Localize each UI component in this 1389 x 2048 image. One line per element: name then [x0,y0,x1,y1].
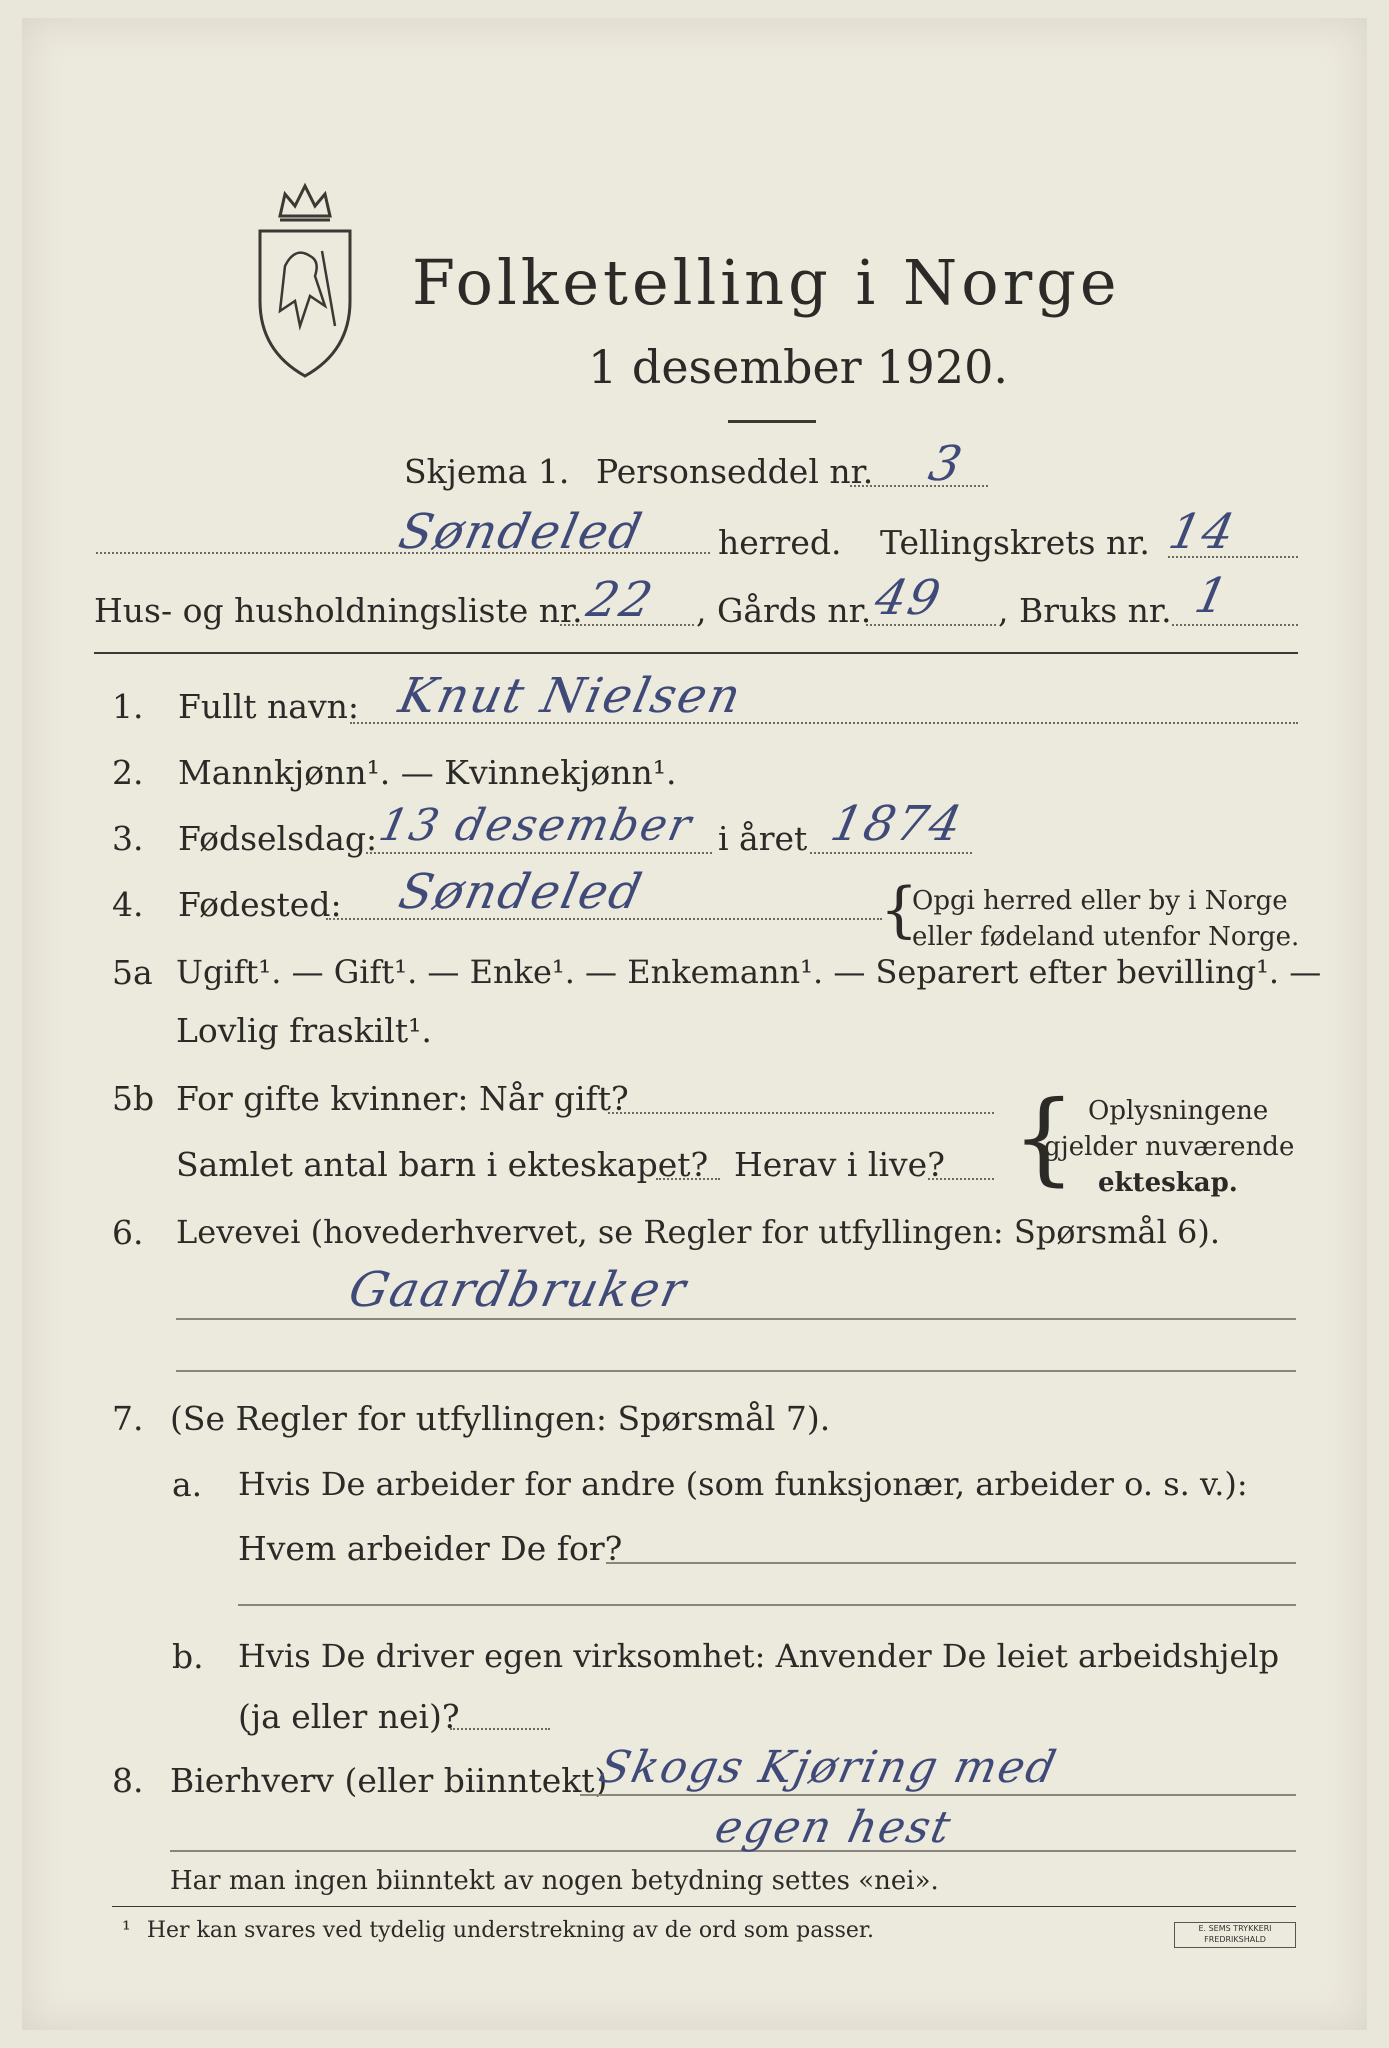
q3-year-label: i året [718,819,808,858]
q3-label: Fødselsdag: [178,819,378,858]
tellingskrets-label: Tellingskrets nr. [880,523,1150,562]
printer-stamp [1174,1922,1296,1948]
q4-note-line2: eller fødeland utenfor Norge. [912,922,1300,952]
q5b-when-line [608,1112,994,1114]
footnote [122,1920,874,1942]
footnote-mark: ¹ [122,1918,131,1943]
q2-mann-text: Mannkjønn¹. [178,753,391,792]
q5a-line2: Lovlig fraskilt¹. [176,1011,432,1050]
q8-value-line2: egen hest [710,1802,957,1853]
q2-mann [178,753,677,792]
schema-label: Skjema 1. [404,452,570,491]
q3-year-value: 1874 [826,796,969,852]
husliste-value: 22 [582,572,660,628]
q4-number: 4. [112,885,144,924]
q1-number: 1. [112,687,144,726]
q8-number: 8. [112,1761,144,1800]
census-date: 1 desember 1920. [588,340,1008,394]
form-title: Folketelling i Norge [412,246,1121,319]
printer-stamp-text: E. SEMS TRYKKERI FREDRIKSHALD [1198,1924,1272,1944]
q7a-line1: Hvis De arbeider for andre (som funksjonær, arbeider o. s. v.): [238,1465,1248,1503]
q3-number: 3. [112,819,144,858]
q4-note-line1: Opgi herred eller by i Norge [912,886,1288,916]
q6-value: Gaardbruker [344,1262,693,1318]
q7b-letter: b. [172,1637,204,1676]
q6-line2 [176,1370,1296,1372]
q7b-line1: Hvis De driver egen virksomhet: Anvender De leiet arbeidshjelp [238,1637,1280,1675]
q4-label: Fødested: [178,885,342,924]
q7b-line2: (ja eller nei)? [238,1697,460,1736]
personseddel-line [850,485,988,487]
q7a-letter: a. [172,1465,203,1504]
q3-year-line [810,852,972,854]
q7a-answer-line1 [606,1562,1296,1564]
q2-number: 2. [112,753,144,792]
bruks-label: , Bruks nr. [998,591,1172,630]
q1-label: Fullt navn: [178,687,359,726]
q5a-number: 5a [112,953,153,992]
tellingskrets-value: 14 [1164,504,1242,560]
q6-number: 6. [112,1213,144,1252]
personseddel-value: 3 [924,436,969,492]
q5b-alive-line [928,1178,994,1180]
norwegian-coat-of-arms-icon [250,176,360,386]
husliste-label: Hus- og husholdningsliste nr. [94,591,583,630]
q7a-line2: Hvem arbeider De for? [238,1529,623,1568]
q5b-line2b: Herav i live? [734,1145,945,1184]
q5b-number: 5b [112,1079,155,1118]
gards-value: 49 [870,570,948,626]
q5b-note1: Oplysningene [1088,1096,1269,1126]
q7a-answer-line2 [238,1604,1296,1606]
gards-label: , Gårds nr. [696,591,872,630]
q5b-note3: ekteskap. [1098,1168,1238,1198]
q6-label: Levevei (hovederhvervet, se Regler for utfyllingen: Spørsmål 6). [176,1213,1221,1251]
q5b-note2: gjelder nuværende [1044,1132,1295,1162]
q5b-line1: For gifte kvinner: Når gift? [176,1079,629,1118]
footer-note: Har man ingen biinntekt av nogen betydning settes «nei». [170,1866,939,1896]
q8-label: Bierhverv (eller biinntekt) [170,1761,608,1800]
q7-label: (Se Regler for utfyllingen: Spørsmål 7). [170,1399,831,1438]
bruks-value: 1 [1190,568,1235,624]
q3-line [366,852,712,854]
q5a-line1: Ugift¹. — Gift¹. — Enke¹. — Enkemann¹. — Separert efter bevilling¹. — [176,953,1322,991]
q2-separator: — [400,753,434,792]
q8-value-line1: Skogs Kjøring med [594,1742,1063,1793]
q5b-children-line [656,1178,720,1180]
footnote-text: Her kan svares ved tydelig understrekning av de ord som passer. [146,1918,875,1943]
personseddel-label: Personseddel nr. [596,452,874,491]
q1-value: Knut Nielsen [394,668,748,724]
bruks-line [1172,624,1298,626]
herred-value: Søndeled [394,504,649,560]
q3-value: 13 desember [374,800,698,851]
q5b-line2a: Samlet antal barn i ekteskapet? [176,1145,709,1184]
q6-line1 [176,1318,1296,1320]
q7b-answer-line [450,1728,550,1730]
q5b-brace: { [1012,1079,1076,1196]
q7-number: 7. [112,1399,144,1438]
title-divider [728,420,816,423]
footer-divider [112,1906,1296,1907]
q4-brace: { [880,875,919,945]
q2-kvinne-text: Kvinnekjønn¹. [444,753,677,792]
header-divider [94,652,1298,654]
q8-line1 [580,1794,1296,1796]
q4-value: Søndeled [394,864,649,920]
herred-label: herred. [718,523,842,562]
